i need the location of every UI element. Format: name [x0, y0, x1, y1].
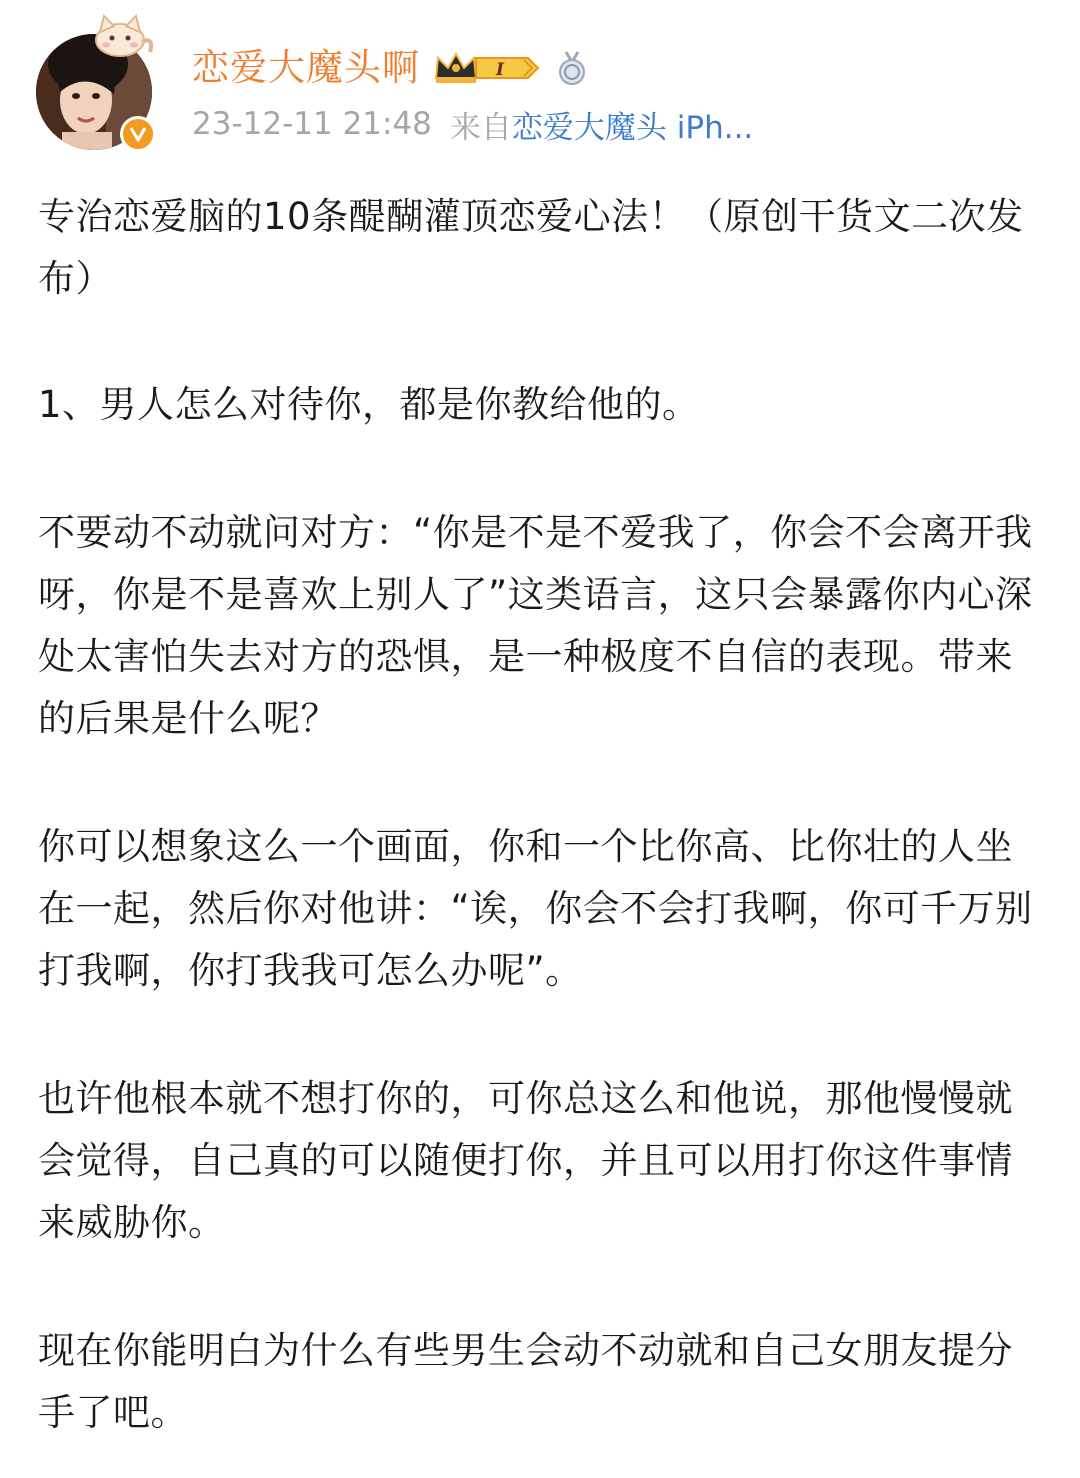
avatar-container[interactable]	[36, 30, 156, 150]
post-paragraph: 你可以想象这么一个画面，你和一个比你高、比你壮的人坐在一起，然后你对他讲：“诶，你会不会打我啊，你可千万别打我啊，你打我我可怎么办呢”。	[38, 825, 1033, 992]
post-timestamp: 23-12-11 21:48	[192, 106, 432, 142]
post-body	[38, 186, 1048, 1478]
verified-v-icon	[120, 116, 156, 152]
username[interactable]: 恋爱大魔头啊	[192, 46, 420, 89]
crown-icon	[432, 48, 544, 88]
author-name-row	[192, 40, 590, 96]
post-paragraph: 也许他根本就不想打你的，可你总这么和他说，那他慢慢就会觉得，自己真的可以随便打你，并且可以用打你这件事情来威胁你。	[38, 1077, 1013, 1244]
vip-badge[interactable]	[432, 48, 544, 88]
cat-ornament-icon	[86, 12, 156, 58]
post-title: 专治恋爱脑的10条醍醐灌顶恋爱心法！（原创干货文二次发布）	[38, 195, 1024, 300]
source-prefix: 来自	[449, 109, 512, 146]
post-header	[0, 0, 1080, 170]
post-paragraph: 1、男人怎么对待你，都是你教给他的。	[38, 383, 700, 426]
post-paragraph: 不要动不动就问对方：“你是不是不爱我了，你会不会离开我呀，你是不是喜欢上别人了”这类语言，这只会暴露你内心深处太害怕失去对方的恐惧，是一种极度不自信的表现。带来的后果是什么呢？	[38, 511, 1033, 740]
source-link[interactable]: 恋爱大魔头 iPh...	[511, 109, 754, 146]
post-meta	[192, 100, 753, 148]
medal-icon[interactable]	[554, 50, 590, 86]
post-paragraph: 现在你能明白为什么有些男生会动不动就和自己女朋友提分手了吧。	[38, 1329, 1013, 1434]
vip-level: I	[496, 60, 504, 80]
